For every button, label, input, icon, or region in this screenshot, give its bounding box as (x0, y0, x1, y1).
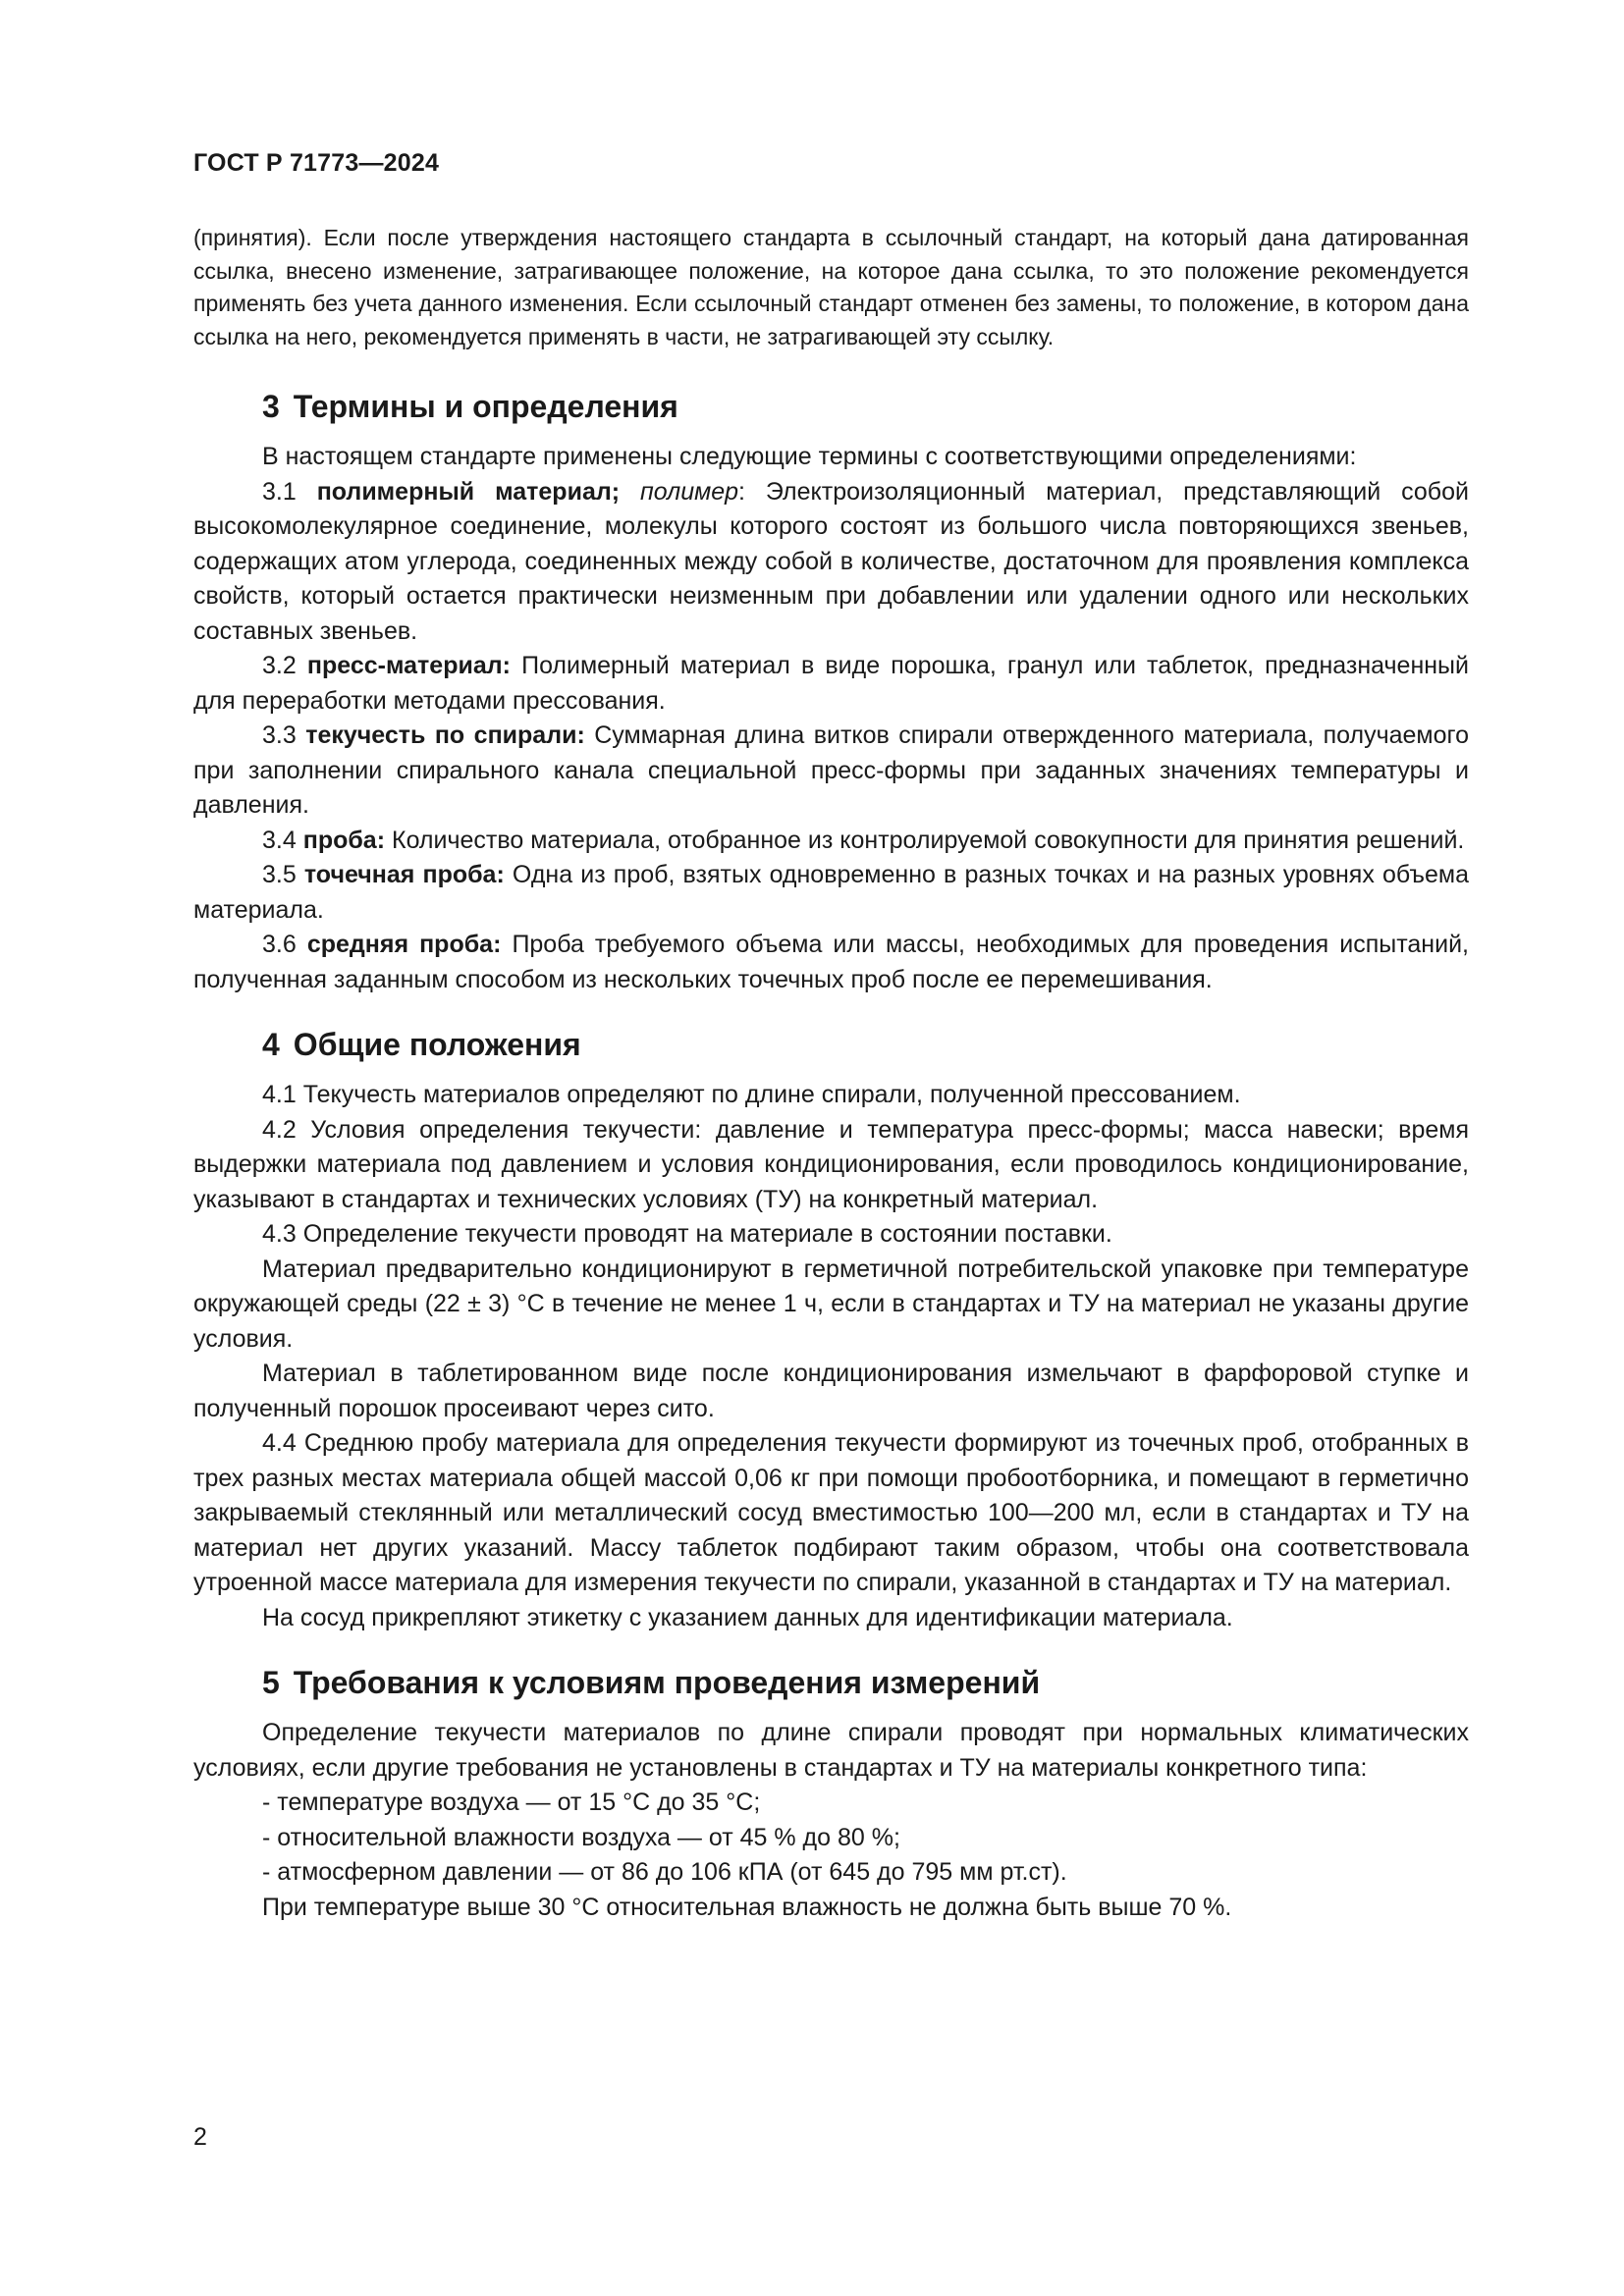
term-name: текучесть по спирали: (305, 721, 585, 749)
section-5-paragraph: При температуре выше 30 °С относительная влажность не должна быть выше 70 %. (262, 1893, 1232, 1921)
section-number: 3 (262, 389, 280, 424)
term-definition: Одна из проб, взятых одновременно в разных точках и на разных уровнях объема материала. (193, 861, 1469, 924)
section-title-text: Термины и определения (293, 389, 678, 424)
term-3-2 (193, 649, 1469, 719)
section-4-paragraph: Материал предварительно кондиционируют в герметичной потребительской упаковке при температуре окружающей среды (22 ± 3) °С в течение не менее 1 ч, если в стандартах и ТУ на материал не указаны другие условия. (193, 1255, 1469, 1353)
term-number: 3.3 (262, 721, 297, 749)
section-3-lead: В настоящем стандарте применены следующие термины с соответствующими определениями: (262, 443, 1357, 470)
section-4-paragraph: 4.1 Текучесть материалов определяют по длине спирали, полученной прессованием. (262, 1081, 1241, 1108)
section-title-text: Общие положения (293, 1027, 581, 1062)
section-4-paragraph: Материал в таблетированном виде после кондиционирования измельчают в фарфоровой ступке и полученный порошок просеивают через сито. (193, 1360, 1469, 1422)
list-item: - относительной влажности воздуха — от 45 % до 80 %; (262, 1823, 900, 1851)
section-3-title (193, 387, 1469, 426)
term-definition: Проба требуемого объема или массы, необходимых для проведения испытаний, полученная заданным способом из нескольких точечных проб после ее перемешивания. (193, 931, 1469, 993)
term-3-5 (193, 858, 1469, 928)
term-number: 3.5 (262, 861, 297, 888)
term-number: 3.2 (262, 652, 297, 679)
section-number: 5 (262, 1665, 280, 1700)
list-item: - атмосферном давлении — от 86 до 106 кПА (от 645 до 795 мм рт.ст). (262, 1858, 1067, 1886)
intro-paragraph: (принятия). Если после утверждения настоящего стандарта в ссылочный стандарт, на который дана датированная ссылка, внесено изменение, затрагивающее положение, на которое дана ссылка, то это положение рекомендуется применять без учета данного изменения. Если ссылочный стандарт отменен без замены, то положение, в котором дана ссылка на него, рекомендуется применять в части, не затрагивающей эту ссылку. (193, 225, 1469, 349)
section-5-paragraph: Определение текучести материалов по длине спирали проводят при нормальных климатических условиях, если другие требования не установлены в стандартах и ТУ на материалы конкретного типа: (193, 1719, 1469, 1782)
term-number: 3.6 (262, 931, 297, 958)
term-name: полимерный материал; (316, 477, 621, 506)
section-4-paragraph: На сосуд прикрепляют этикетку с указанием данных для идентификации материала. (262, 1603, 1233, 1631)
term-definition: Полимерный материал в виде порошка, гранул или таблеток, предназначенный для переработки методами прессования. (193, 652, 1469, 715)
term-3-1 (193, 475, 1469, 650)
section-number: 4 (262, 1027, 280, 1062)
term-name: проба: (302, 826, 386, 854)
section-title-text: Требования к условиям проведения измерений (293, 1665, 1041, 1700)
page-number: 2 (193, 2123, 207, 2151)
section-4-paragraph: 4.4 Среднюю пробу материала для определения текучести формируют из точечных проб, отобранных в трех разных местах материала общей массой 0,06 кг при помощи пробоотборника, и помещают в герметично закрываемый стеклянный или металлический сосуд вместимостью 100—200 мл, если в стандартах и ТУ на материал нет других указаний. Массу таблеток подбирают таким образом, чтобы она соответствовала утроенной массе материала для измерения текучести по спирали, указанной в стандартах и ТУ на материал. (193, 1429, 1469, 1596)
term-definition: : Электроизоляционный материал, представляющий собой высокомолекулярное соединение, молекулы которого состоят из большого числа повторяющихся звеньев, содержащих атом углерода, соединенных между собой в количестве, достаточном для проявления комплекса свойств, который остается практически неизменным при добавлении или удалении одного или нескольких составных звеньев. (193, 477, 1469, 645)
term-name: пресс-материал: (306, 652, 511, 679)
term-3-4 (193, 824, 1469, 859)
page-content (193, 222, 1469, 1925)
section-4-title (193, 1025, 1469, 1064)
term-definition: Количество материала, отобранное из контролируемой совокупности для принятия решений. (392, 826, 1465, 854)
term-number: 3.1 (262, 477, 297, 506)
section-5-title (193, 1663, 1469, 1702)
document-header: ГОСТ Р 71773—2024 (193, 149, 440, 177)
term-number: 3.4 (262, 826, 297, 854)
term-name: точечная проба: (303, 861, 505, 888)
term-3-3 (193, 719, 1469, 824)
term-synonym: полимер (639, 477, 739, 506)
term-3-6 (193, 928, 1469, 997)
section-4-paragraph: 4.2 Условия определения текучести: давление и температура пресс-формы; масса навески; время выдержки материала под давлением и условия кондиционирования, если проводилось кондиционирование, указывают в стандартах и технических условиях (ТУ) на конкретный материал. (193, 1115, 1469, 1213)
term-definition: Суммарная длина витков спирали отвержденного материала, получаемого при заполнении спирального канала специальной пресс-формы при заданных значениях температуры и давления. (193, 721, 1469, 819)
section-4-paragraph: 4.3 Определение текучести проводят на материале в состоянии поставки. (262, 1220, 1112, 1248)
list-item: - температуре воздуха — от 15 °С до 35 °С; (262, 1789, 761, 1816)
term-name: средняя проба: (306, 931, 502, 958)
